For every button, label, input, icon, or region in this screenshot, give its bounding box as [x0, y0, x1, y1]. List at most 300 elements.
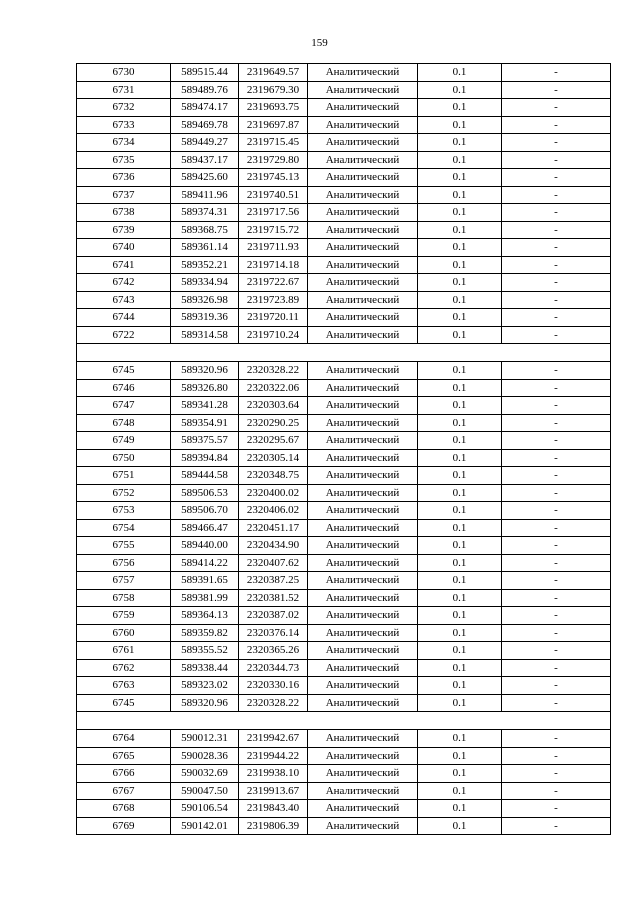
- contour-separator-row: [77, 344, 611, 362]
- point-number-cell: 6752: [77, 484, 171, 502]
- coordinates-table-body: [77, 64, 611, 835]
- point-number-cell: 6733: [77, 116, 171, 134]
- accuracy-cell: 0.1: [418, 747, 502, 765]
- y-coordinate-cell: 2320328.22: [239, 362, 308, 380]
- table-row: [77, 134, 611, 152]
- description-cell: -: [502, 239, 611, 257]
- point-number-cell: 6739: [77, 221, 171, 239]
- point-number-cell: 6745: [77, 362, 171, 380]
- y-coordinate-cell: 2319715.72: [239, 221, 308, 239]
- point-number-cell: 6767: [77, 782, 171, 800]
- accuracy-cell: 0.1: [418, 256, 502, 274]
- method-cell: Аналитический: [308, 554, 418, 572]
- method-cell: Аналитический: [308, 291, 418, 309]
- x-coordinate-cell: 589355.52: [171, 642, 239, 660]
- accuracy-cell: 0.1: [418, 624, 502, 642]
- description-cell: -: [502, 537, 611, 555]
- method-cell: Аналитический: [308, 484, 418, 502]
- description-cell: -: [502, 414, 611, 432]
- x-coordinate-cell: 589319.36: [171, 309, 239, 327]
- accuracy-cell: 0.1: [418, 659, 502, 677]
- y-coordinate-cell: 2319717.56: [239, 204, 308, 222]
- table-row: [77, 256, 611, 274]
- point-number-cell: 6730: [77, 64, 171, 82]
- description-cell: -: [502, 274, 611, 292]
- x-coordinate-cell: 590142.01: [171, 817, 239, 835]
- method-cell: Аналитический: [308, 449, 418, 467]
- point-number-cell: 6762: [77, 659, 171, 677]
- method-cell: Аналитический: [308, 397, 418, 415]
- method-cell: Аналитический: [308, 414, 418, 432]
- table-row: [77, 186, 611, 204]
- accuracy-cell: 0.1: [418, 765, 502, 783]
- x-coordinate-cell: 589326.80: [171, 379, 239, 397]
- description-cell: -: [502, 624, 611, 642]
- description-cell: -: [502, 782, 611, 800]
- y-coordinate-cell: 2319843.40: [239, 800, 308, 818]
- table-row: [77, 572, 611, 590]
- description-cell: -: [502, 589, 611, 607]
- method-cell: Аналитический: [308, 572, 418, 590]
- accuracy-cell: 0.1: [418, 572, 502, 590]
- description-cell: -: [502, 186, 611, 204]
- x-coordinate-cell: 589466.47: [171, 519, 239, 537]
- x-coordinate-cell: 589381.99: [171, 589, 239, 607]
- table-row: [77, 800, 611, 818]
- method-cell: Аналитический: [308, 817, 418, 835]
- y-coordinate-cell: 2320328.22: [239, 694, 308, 712]
- y-coordinate-cell: 2320381.52: [239, 589, 308, 607]
- x-coordinate-cell: 589314.58: [171, 326, 239, 344]
- method-cell: Аналитический: [308, 765, 418, 783]
- accuracy-cell: 0.1: [418, 274, 502, 292]
- table-row: [77, 432, 611, 450]
- y-coordinate-cell: 2320303.64: [239, 397, 308, 415]
- point-number-cell: 6745: [77, 694, 171, 712]
- accuracy-cell: 0.1: [418, 239, 502, 257]
- method-cell: Аналитический: [308, 589, 418, 607]
- x-coordinate-cell: 589437.17: [171, 151, 239, 169]
- y-coordinate-cell: 2320305.14: [239, 449, 308, 467]
- table-row: [77, 467, 611, 485]
- method-cell: Аналитический: [308, 537, 418, 555]
- separator-cell: [77, 712, 611, 730]
- method-cell: Аналитический: [308, 730, 418, 748]
- y-coordinate-cell: 2319715.45: [239, 134, 308, 152]
- point-number-cell: 6761: [77, 642, 171, 660]
- method-cell: Аналитический: [308, 677, 418, 695]
- x-coordinate-cell: 589334.94: [171, 274, 239, 292]
- method-cell: Аналитический: [308, 607, 418, 625]
- point-number-cell: 6738: [77, 204, 171, 222]
- coordinates-table: [76, 63, 611, 835]
- point-number-cell: 6742: [77, 274, 171, 292]
- description-cell: -: [502, 467, 611, 485]
- description-cell: -: [502, 659, 611, 677]
- y-coordinate-cell: 2320434.90: [239, 537, 308, 555]
- method-cell: Аналитический: [308, 186, 418, 204]
- description-cell: -: [502, 291, 611, 309]
- method-cell: Аналитический: [308, 116, 418, 134]
- description-cell: -: [502, 694, 611, 712]
- point-number-cell: 6746: [77, 379, 171, 397]
- y-coordinate-cell: 2320406.02: [239, 502, 308, 520]
- accuracy-cell: 0.1: [418, 642, 502, 660]
- table-row: [77, 151, 611, 169]
- description-cell: -: [502, 607, 611, 625]
- method-cell: Аналитический: [308, 221, 418, 239]
- description-cell: -: [502, 64, 611, 82]
- description-cell: -: [502, 397, 611, 415]
- contour-separator-row: [77, 712, 611, 730]
- y-coordinate-cell: 2319806.39: [239, 817, 308, 835]
- x-coordinate-cell: 589368.75: [171, 221, 239, 239]
- description-cell: -: [502, 309, 611, 327]
- point-number-cell: 6763: [77, 677, 171, 695]
- method-cell: Аналитический: [308, 467, 418, 485]
- accuracy-cell: 0.1: [418, 694, 502, 712]
- point-number-cell: 6758: [77, 589, 171, 607]
- method-cell: Аналитический: [308, 800, 418, 818]
- point-number-cell: 6741: [77, 256, 171, 274]
- point-number-cell: 6744: [77, 309, 171, 327]
- point-number-cell: 6740: [77, 239, 171, 257]
- description-cell: -: [502, 81, 611, 99]
- x-coordinate-cell: 589444.58: [171, 467, 239, 485]
- x-coordinate-cell: 590032.69: [171, 765, 239, 783]
- description-cell: -: [502, 502, 611, 520]
- x-coordinate-cell: 589374.31: [171, 204, 239, 222]
- y-coordinate-cell: 2320407.62: [239, 554, 308, 572]
- method-cell: Аналитический: [308, 309, 418, 327]
- method-cell: Аналитический: [308, 151, 418, 169]
- table-row: [77, 81, 611, 99]
- y-coordinate-cell: 2319714.18: [239, 256, 308, 274]
- accuracy-cell: 0.1: [418, 151, 502, 169]
- y-coordinate-cell: 2319720.11: [239, 309, 308, 327]
- x-coordinate-cell: 589489.76: [171, 81, 239, 99]
- description-cell: -: [502, 151, 611, 169]
- table-row: [77, 624, 611, 642]
- table-row: [77, 817, 611, 835]
- table-row: [77, 362, 611, 380]
- table-row: [77, 221, 611, 239]
- description-cell: -: [502, 379, 611, 397]
- table-row: [77, 659, 611, 677]
- table-row: [77, 502, 611, 520]
- x-coordinate-cell: 589323.02: [171, 677, 239, 695]
- accuracy-cell: 0.1: [418, 730, 502, 748]
- y-coordinate-cell: 2319710.24: [239, 326, 308, 344]
- point-number-cell: 6755: [77, 537, 171, 555]
- accuracy-cell: 0.1: [418, 432, 502, 450]
- point-number-cell: 6756: [77, 554, 171, 572]
- table-row: [77, 589, 611, 607]
- description-cell: -: [502, 204, 611, 222]
- y-coordinate-cell: 2320322.06: [239, 379, 308, 397]
- description-cell: -: [502, 449, 611, 467]
- method-cell: Аналитический: [308, 64, 418, 82]
- accuracy-cell: 0.1: [418, 169, 502, 187]
- accuracy-cell: 0.1: [418, 309, 502, 327]
- description-cell: -: [502, 642, 611, 660]
- description-cell: -: [502, 134, 611, 152]
- y-coordinate-cell: 2319938.10: [239, 765, 308, 783]
- separator-cell: [77, 344, 611, 362]
- method-cell: Аналитический: [308, 782, 418, 800]
- description-cell: -: [502, 432, 611, 450]
- point-number-cell: 6751: [77, 467, 171, 485]
- y-coordinate-cell: 2319913.67: [239, 782, 308, 800]
- table-row: [77, 782, 611, 800]
- method-cell: Аналитический: [308, 519, 418, 537]
- description-cell: -: [502, 800, 611, 818]
- y-coordinate-cell: 2320295.67: [239, 432, 308, 450]
- accuracy-cell: 0.1: [418, 186, 502, 204]
- accuracy-cell: 0.1: [418, 467, 502, 485]
- y-coordinate-cell: 2320400.02: [239, 484, 308, 502]
- page-number: 159: [311, 37, 328, 49]
- description-cell: -: [502, 765, 611, 783]
- method-cell: Аналитический: [308, 134, 418, 152]
- accuracy-cell: 0.1: [418, 677, 502, 695]
- x-coordinate-cell: 590047.50: [171, 782, 239, 800]
- accuracy-cell: 0.1: [418, 362, 502, 380]
- accuracy-cell: 0.1: [418, 484, 502, 502]
- x-coordinate-cell: 589515.44: [171, 64, 239, 82]
- point-number-cell: 6764: [77, 730, 171, 748]
- table-row: [77, 326, 611, 344]
- point-number-cell: 6760: [77, 624, 171, 642]
- y-coordinate-cell: 2319740.51: [239, 186, 308, 204]
- accuracy-cell: 0.1: [418, 782, 502, 800]
- y-coordinate-cell: 2319649.57: [239, 64, 308, 82]
- y-coordinate-cell: 2319723.89: [239, 291, 308, 309]
- y-coordinate-cell: 2319679.30: [239, 81, 308, 99]
- method-cell: Аналитический: [308, 362, 418, 380]
- point-number-cell: 6743: [77, 291, 171, 309]
- x-coordinate-cell: 589506.53: [171, 484, 239, 502]
- point-number-cell: 6765: [77, 747, 171, 765]
- point-number-cell: 6737: [77, 186, 171, 204]
- table-row: [77, 414, 611, 432]
- x-coordinate-cell: 589469.78: [171, 116, 239, 134]
- method-cell: Аналитический: [308, 659, 418, 677]
- table-row: [77, 765, 611, 783]
- accuracy-cell: 0.1: [418, 291, 502, 309]
- description-cell: -: [502, 221, 611, 239]
- accuracy-cell: 0.1: [418, 589, 502, 607]
- accuracy-cell: 0.1: [418, 817, 502, 835]
- point-number-cell: 6747: [77, 397, 171, 415]
- table-row: [77, 730, 611, 748]
- x-coordinate-cell: 589326.98: [171, 291, 239, 309]
- description-cell: -: [502, 169, 611, 187]
- table-row: [77, 169, 611, 187]
- table-row: [77, 607, 611, 625]
- accuracy-cell: 0.1: [418, 134, 502, 152]
- accuracy-cell: 0.1: [418, 607, 502, 625]
- table-row: [77, 747, 611, 765]
- point-number-cell: 6766: [77, 765, 171, 783]
- x-coordinate-cell: 589411.96: [171, 186, 239, 204]
- table-row: [77, 519, 611, 537]
- table-row: [77, 537, 611, 555]
- accuracy-cell: 0.1: [418, 537, 502, 555]
- description-cell: -: [502, 572, 611, 590]
- x-coordinate-cell: 589449.27: [171, 134, 239, 152]
- accuracy-cell: 0.1: [418, 81, 502, 99]
- table-row: [77, 397, 611, 415]
- accuracy-cell: 0.1: [418, 204, 502, 222]
- accuracy-cell: 0.1: [418, 397, 502, 415]
- x-coordinate-cell: 589440.00: [171, 537, 239, 555]
- point-number-cell: 6731: [77, 81, 171, 99]
- y-coordinate-cell: 2319693.75: [239, 99, 308, 117]
- method-cell: Аналитический: [308, 99, 418, 117]
- x-coordinate-cell: 589341.28: [171, 397, 239, 415]
- y-coordinate-cell: 2320376.14: [239, 624, 308, 642]
- point-number-cell: 6757: [77, 572, 171, 590]
- method-cell: Аналитический: [308, 502, 418, 520]
- description-cell: -: [502, 484, 611, 502]
- x-coordinate-cell: 589359.82: [171, 624, 239, 642]
- accuracy-cell: 0.1: [418, 414, 502, 432]
- table-row: [77, 449, 611, 467]
- point-number-cell: 6754: [77, 519, 171, 537]
- method-cell: Аналитический: [308, 256, 418, 274]
- table-row: [77, 677, 611, 695]
- point-number-cell: 6735: [77, 151, 171, 169]
- description-cell: -: [502, 817, 611, 835]
- x-coordinate-cell: 590028.36: [171, 747, 239, 765]
- x-coordinate-cell: 589425.60: [171, 169, 239, 187]
- x-coordinate-cell: 589414.22: [171, 554, 239, 572]
- table-row: [77, 99, 611, 117]
- accuracy-cell: 0.1: [418, 379, 502, 397]
- x-coordinate-cell: 589391.65: [171, 572, 239, 590]
- point-number-cell: 6748: [77, 414, 171, 432]
- accuracy-cell: 0.1: [418, 800, 502, 818]
- method-cell: Аналитический: [308, 204, 418, 222]
- description-cell: -: [502, 519, 611, 537]
- x-coordinate-cell: 589474.17: [171, 99, 239, 117]
- method-cell: Аналитический: [308, 274, 418, 292]
- method-cell: Аналитический: [308, 747, 418, 765]
- table-row: [77, 239, 611, 257]
- point-number-cell: 6750: [77, 449, 171, 467]
- table-row: [77, 484, 611, 502]
- method-cell: Аналитический: [308, 239, 418, 257]
- x-coordinate-cell: 589352.21: [171, 256, 239, 274]
- description-cell: -: [502, 362, 611, 380]
- y-coordinate-cell: 2320387.25: [239, 572, 308, 590]
- accuracy-cell: 0.1: [418, 519, 502, 537]
- description-cell: -: [502, 326, 611, 344]
- y-coordinate-cell: 2319942.67: [239, 730, 308, 748]
- method-cell: Аналитический: [308, 624, 418, 642]
- method-cell: Аналитический: [308, 379, 418, 397]
- accuracy-cell: 0.1: [418, 502, 502, 520]
- accuracy-cell: 0.1: [418, 554, 502, 572]
- y-coordinate-cell: 2320348.75: [239, 467, 308, 485]
- table-row: [77, 204, 611, 222]
- table-row: [77, 274, 611, 292]
- x-coordinate-cell: 590106.54: [171, 800, 239, 818]
- accuracy-cell: 0.1: [418, 221, 502, 239]
- x-coordinate-cell: 589394.84: [171, 449, 239, 467]
- method-cell: Аналитический: [308, 169, 418, 187]
- point-number-cell: 6749: [77, 432, 171, 450]
- accuracy-cell: 0.1: [418, 449, 502, 467]
- y-coordinate-cell: 2320330.16: [239, 677, 308, 695]
- point-number-cell: 6736: [77, 169, 171, 187]
- table-row: [77, 642, 611, 660]
- x-coordinate-cell: 589364.13: [171, 607, 239, 625]
- x-coordinate-cell: 589354.91: [171, 414, 239, 432]
- table-row: [77, 64, 611, 82]
- accuracy-cell: 0.1: [418, 116, 502, 134]
- method-cell: Аналитический: [308, 326, 418, 344]
- x-coordinate-cell: 590012.31: [171, 730, 239, 748]
- y-coordinate-cell: 2320290.25: [239, 414, 308, 432]
- y-coordinate-cell: 2319729.80: [239, 151, 308, 169]
- accuracy-cell: 0.1: [418, 326, 502, 344]
- point-number-cell: 6722: [77, 326, 171, 344]
- y-coordinate-cell: 2319944.22: [239, 747, 308, 765]
- y-coordinate-cell: 2319745.13: [239, 169, 308, 187]
- y-coordinate-cell: 2320344.73: [239, 659, 308, 677]
- description-cell: -: [502, 747, 611, 765]
- point-number-cell: 6769: [77, 817, 171, 835]
- accuracy-cell: 0.1: [418, 99, 502, 117]
- x-coordinate-cell: 589320.96: [171, 694, 239, 712]
- method-cell: Аналитический: [308, 642, 418, 660]
- point-number-cell: 6768: [77, 800, 171, 818]
- x-coordinate-cell: 589375.57: [171, 432, 239, 450]
- table-row: [77, 309, 611, 327]
- description-cell: -: [502, 677, 611, 695]
- table-row: [77, 554, 611, 572]
- method-cell: Аналитический: [308, 694, 418, 712]
- x-coordinate-cell: 589506.70: [171, 502, 239, 520]
- x-coordinate-cell: 589320.96: [171, 362, 239, 380]
- point-number-cell: 6759: [77, 607, 171, 625]
- point-number-cell: 6732: [77, 99, 171, 117]
- table-row: [77, 116, 611, 134]
- method-cell: Аналитический: [308, 81, 418, 99]
- y-coordinate-cell: 2319711.93: [239, 239, 308, 257]
- y-coordinate-cell: 2320451.17: [239, 519, 308, 537]
- y-coordinate-cell: 2319697.87: [239, 116, 308, 134]
- method-cell: Аналитический: [308, 432, 418, 450]
- description-cell: -: [502, 116, 611, 134]
- y-coordinate-cell: 2320365.26: [239, 642, 308, 660]
- point-number-cell: 6753: [77, 502, 171, 520]
- x-coordinate-cell: 589361.14: [171, 239, 239, 257]
- description-cell: -: [502, 99, 611, 117]
- y-coordinate-cell: 2319722.67: [239, 274, 308, 292]
- description-cell: -: [502, 730, 611, 748]
- point-number-cell: 6734: [77, 134, 171, 152]
- description-cell: -: [502, 554, 611, 572]
- table-row: [77, 291, 611, 309]
- accuracy-cell: 0.1: [418, 64, 502, 82]
- table-row: [77, 694, 611, 712]
- description-cell: -: [502, 256, 611, 274]
- x-coordinate-cell: 589338.44: [171, 659, 239, 677]
- table-row: [77, 379, 611, 397]
